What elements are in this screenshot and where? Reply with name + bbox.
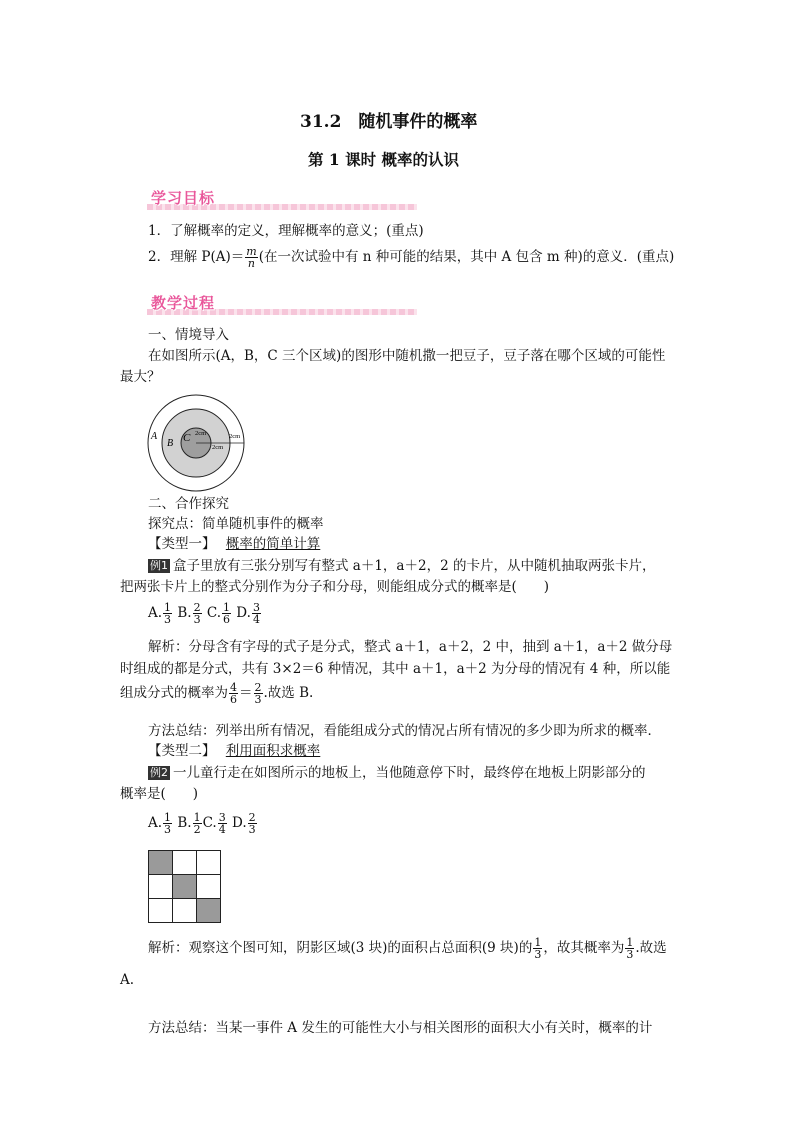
grid-cell bbox=[196, 874, 221, 899]
option2-d-label: D. bbox=[232, 815, 247, 831]
fraction-4-6 bbox=[229, 682, 238, 705]
fraction-1-3-b-den: 3 bbox=[626, 948, 634, 961]
example-2-summary: 方法总结：当某一事件 A 发生的可能性大小与相关图形的面积大小有关时，概率的计 bbox=[148, 1020, 653, 1036]
example-1-options bbox=[148, 602, 262, 625]
fraction-4-6-num: 4 bbox=[230, 681, 237, 694]
floor-grid-figure bbox=[148, 850, 220, 922]
fraction-denominator: n bbox=[247, 257, 256, 270]
option-d-num: 3 bbox=[252, 601, 260, 614]
example-2-analysis-2: A. bbox=[120, 972, 135, 988]
analysis-3-suffix: .故选 B. bbox=[263, 685, 314, 701]
ex2-analysis-prefix: 解析：观察这个图可知，阴影区域(3 块)的面积占总面积(9 块)的 bbox=[148, 940, 533, 956]
fraction-2-3 bbox=[254, 682, 263, 705]
option2-c-den: 4 bbox=[218, 823, 226, 836]
option2-b-label: B. bbox=[177, 815, 192, 831]
example-1-line-2: 把两张卡片上的整式分别作为分子和分母，则能组成分式的概率是( ) bbox=[120, 579, 550, 595]
example-1-analysis-3 bbox=[120, 682, 313, 705]
part-1-heading: 一、情境导入 bbox=[148, 327, 229, 343]
option2-d-den: 3 bbox=[248, 823, 256, 836]
option-b-label: B. bbox=[177, 605, 192, 621]
section-tag-goals bbox=[147, 190, 417, 212]
option2-a-fraction bbox=[163, 812, 172, 835]
option2-a-num: 1 bbox=[164, 811, 172, 824]
option-c-num: 1 bbox=[223, 601, 230, 614]
option-c-label: C. bbox=[206, 605, 221, 621]
fraction-1-3-a-num: 1 bbox=[534, 936, 542, 949]
type-1-name: 概率的简单计算 bbox=[225, 536, 321, 552]
option-c-den: 6 bbox=[223, 613, 230, 626]
option-c-fraction bbox=[222, 602, 231, 625]
section-tag-process bbox=[147, 295, 417, 317]
section-tag-process-label: 教学过程 bbox=[151, 294, 216, 312]
type-1-bracket: 【类型一】 bbox=[148, 536, 216, 552]
ex2-analysis-mid: ，故其概率为 bbox=[543, 940, 625, 956]
label-region-a: A bbox=[151, 431, 158, 442]
example-2-badge: 例2 bbox=[150, 766, 168, 779]
option-b-den: 3 bbox=[193, 613, 201, 626]
fraction-1-3-a-den: 3 bbox=[534, 948, 542, 961]
example-2-options bbox=[148, 812, 258, 835]
goal-1: 1．了解概率的定义，理解概率的意义；(重点) bbox=[148, 223, 424, 239]
concentric-circles-figure bbox=[146, 393, 250, 493]
example-2-line-1 bbox=[148, 763, 646, 783]
option-d-fraction bbox=[252, 602, 261, 625]
type-2-name: 利用面积求概率 bbox=[225, 743, 321, 759]
grid-cell bbox=[196, 850, 221, 875]
explore-point: 探究点：简单随机事件的概率 bbox=[148, 516, 324, 532]
goal-2 bbox=[148, 246, 674, 269]
option2-d-num: 2 bbox=[248, 811, 256, 824]
option2-a-den: 3 bbox=[164, 823, 172, 836]
fraction-4-6-den: 6 bbox=[230, 693, 237, 706]
example-1-analysis-2: 时组成的都是分式，共有 3×2＝6 种情况，其中 a＋1，a＋2 为分母的情况有 4 种，所以能 bbox=[120, 661, 671, 677]
fraction-1-3-b bbox=[625, 937, 634, 960]
option2-c-fraction bbox=[218, 812, 227, 835]
fraction-m-over-n bbox=[245, 246, 257, 269]
grid-cell-shaded bbox=[172, 874, 197, 899]
fraction-2-3-num: 2 bbox=[254, 681, 262, 694]
option2-b-den: 2 bbox=[193, 823, 201, 836]
option2-c-label: C. bbox=[202, 815, 217, 831]
fraction-2-3-den: 3 bbox=[254, 693, 262, 706]
grid-cell-shaded bbox=[148, 850, 173, 875]
grid-cell bbox=[148, 874, 173, 899]
example-2-text-1: 一儿童行走在如图所示的地板上，当他随意停下时，最终停在地板上阴影部分的 bbox=[173, 765, 646, 781]
grid-cell-shaded bbox=[196, 898, 221, 923]
option2-b-num: 1 bbox=[193, 811, 201, 824]
intro-text-line-2: 最大？ bbox=[120, 369, 161, 385]
example-1-analysis-1: 解析：分母含有字母的式子是分式，整式 a＋1，a＋2，2 中，抽到 a＋1，a＋2 做分母 bbox=[148, 639, 673, 655]
fraction-1-3-a bbox=[533, 937, 542, 960]
option-a-den: 3 bbox=[164, 613, 172, 626]
option-a-num: 1 bbox=[164, 601, 172, 614]
goal-2-suffix: (在一次试验中有 n 种可能的结果，其中 A 包含 m 种)的意义．(重点) bbox=[258, 249, 675, 265]
label-inner-radius: 2cm bbox=[195, 430, 207, 437]
fraction-numerator: m bbox=[246, 245, 257, 258]
option2-b-fraction bbox=[193, 812, 202, 835]
option-b-num: 2 bbox=[193, 601, 201, 614]
analysis-3-prefix: 组成分式的概率为 bbox=[120, 685, 228, 701]
option-b-fraction bbox=[193, 602, 202, 625]
ex2-analysis-suffix: .故选 bbox=[635, 940, 667, 956]
type-2-heading bbox=[148, 741, 320, 761]
grid-cell bbox=[148, 898, 173, 923]
example-1-line-1 bbox=[148, 556, 655, 576]
intro-text-line-1: 在如图所示(A，B，C 三个区域)的图形中随机撒一把豆子，豆子落在哪个区域的可能性 bbox=[148, 348, 666, 364]
example-1-summary: 方法总结：列举出所有情况，看能组成分式的情况占所有情况的多少即为所求的概率． bbox=[148, 723, 661, 739]
option-a-fraction bbox=[163, 602, 172, 625]
grid-cell bbox=[172, 898, 197, 923]
goal-2-prefix: 2．理解 P(A)＝ bbox=[148, 249, 245, 265]
page-title: 31.2 随机事件的概率 bbox=[300, 112, 478, 132]
label-middle-ring: 2cm bbox=[212, 444, 224, 451]
option-a-label: A. bbox=[148, 605, 163, 621]
label-region-b: B bbox=[167, 438, 174, 449]
example-1-badge: 例1 bbox=[150, 559, 168, 572]
fraction-1-3-b-num: 1 bbox=[626, 936, 634, 949]
lesson-subtitle: 第 1 课时 概率的认识 bbox=[308, 150, 459, 169]
option-d-den: 4 bbox=[252, 613, 260, 626]
example-1-text-1: 盒子里放有三张分别写有整式 a＋1，a＋2，2 的卡片，从中随机抽取两张卡片， bbox=[173, 558, 656, 574]
example-2-analysis-1 bbox=[148, 937, 667, 960]
option2-a-label: A. bbox=[148, 815, 163, 831]
type-2-bracket: 【类型二】 bbox=[148, 743, 216, 759]
grid-cell bbox=[172, 850, 197, 875]
type-1-heading bbox=[148, 534, 320, 554]
part-2-heading: 二、合作探究 bbox=[148, 496, 229, 512]
equals-sign: ＝ bbox=[239, 685, 253, 701]
option2-c-num: 3 bbox=[218, 811, 226, 824]
example-2-line-2: 概率是( ) bbox=[120, 786, 199, 802]
section-tag-goals-label: 学习目标 bbox=[151, 189, 216, 207]
label-outer-ring: 2cm bbox=[229, 433, 241, 440]
option-d-label: D. bbox=[236, 605, 251, 621]
label-region-c: C bbox=[183, 432, 191, 444]
option2-d-fraction bbox=[248, 812, 257, 835]
